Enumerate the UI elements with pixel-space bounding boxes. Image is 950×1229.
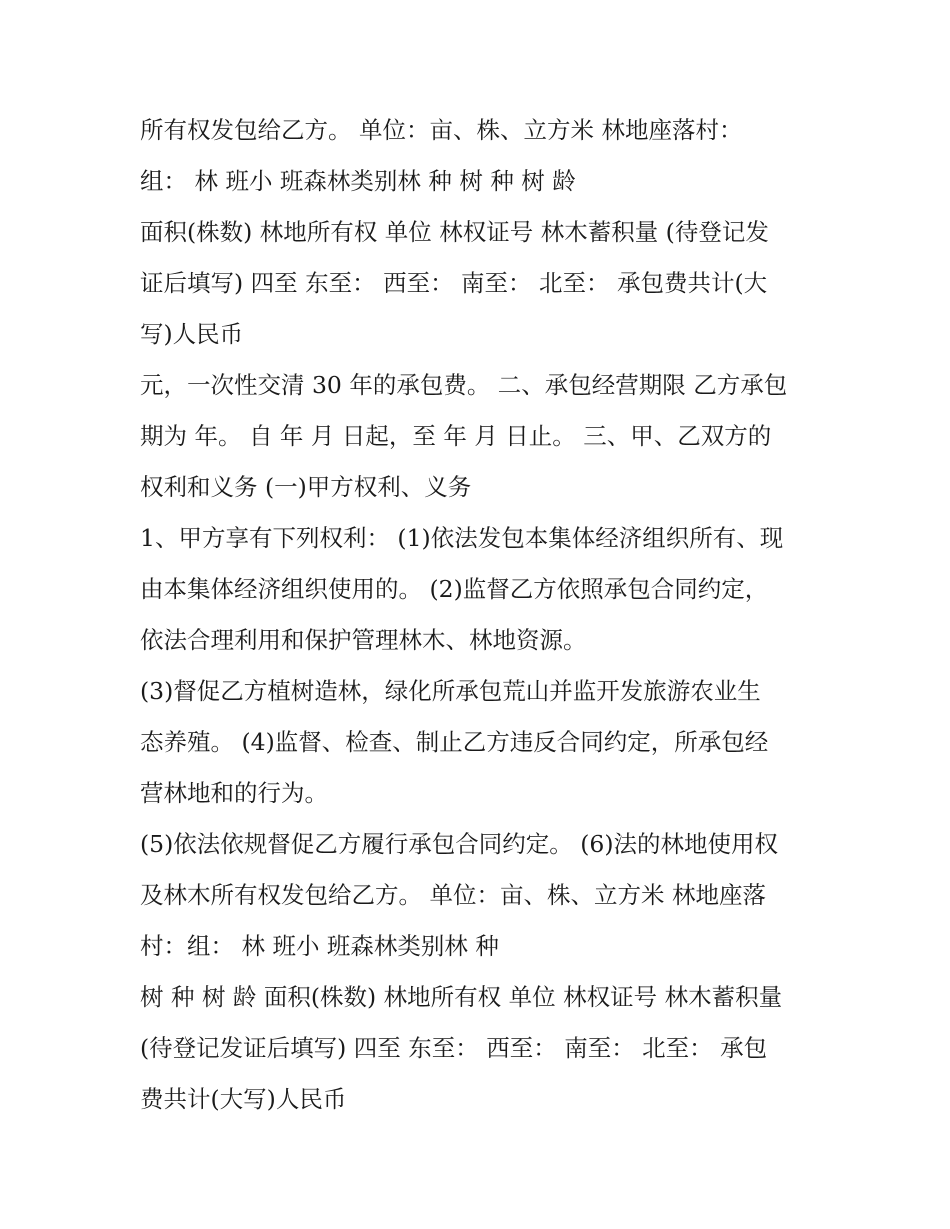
text-line: (待登记发证后填写) 四至 东至： 西至： 南至： 北至： 承包	[140, 1034, 768, 1062]
text-line: 由本集体经济组织使用的。 (2)监督乙方依照承包合同约定，	[140, 575, 769, 603]
text-line: 态养殖。 (4)监督、检查、制止乙方违反合同约定，所承包经	[140, 728, 769, 756]
text-line: 证后填写) 四至 东至： 西至： 南至： 北至： 承包费共计(大	[140, 269, 768, 297]
text-line: 费共计(大写)人民币	[140, 1085, 347, 1113]
text-line: 营林地和的行为。	[140, 779, 328, 807]
text-line: 期为 年。 自 年 月 日起，至 年 月 日止。 三、甲、乙双方的	[140, 422, 772, 450]
text-line: 组： 林 班小 班森林类别林 种 树 种 树 龄	[140, 167, 576, 195]
text-line: 写)人民币	[140, 320, 244, 348]
text-line: 所有权发包给乙方。 单位：亩、株、立方米 林地座落村：	[140, 116, 743, 144]
contract-text	[140, 105, 820, 1125]
text-line: (5)依法依规督促乙方履行承包合同约定。 (6)法的林地使用权	[140, 830, 779, 858]
text-line: (3)督促乙方植树造林，绿化所承包荒山并监开发旅游农业生	[140, 677, 761, 705]
text-line: 权利和义务 (一)甲方权利、义务	[140, 473, 472, 501]
text-line: 面积(株数) 林地所有权 单位 林权证号 林木蓄积量 (待登记发	[140, 218, 769, 246]
text-line: 依法合理利用和保护管理林木、林地资源。	[140, 626, 587, 654]
text-line: 1、甲方享有下列权利： (1)依法发包本集体经济组织所有、现	[140, 524, 784, 552]
text-line: 元，一次性交清 30 年的承包费。 二、承包经营期限 乙方承包	[140, 371, 788, 399]
text-line: 及林木所有权发包给乙方。 单位：亩、株、立方米 林地座落	[140, 881, 766, 909]
text-line: 村：组： 林 班小 班森林类别林 种	[140, 932, 499, 960]
text-line: 树 种 树 龄 面积(株数) 林地所有权 单位 林权证号 林木蓄积量	[140, 983, 783, 1011]
